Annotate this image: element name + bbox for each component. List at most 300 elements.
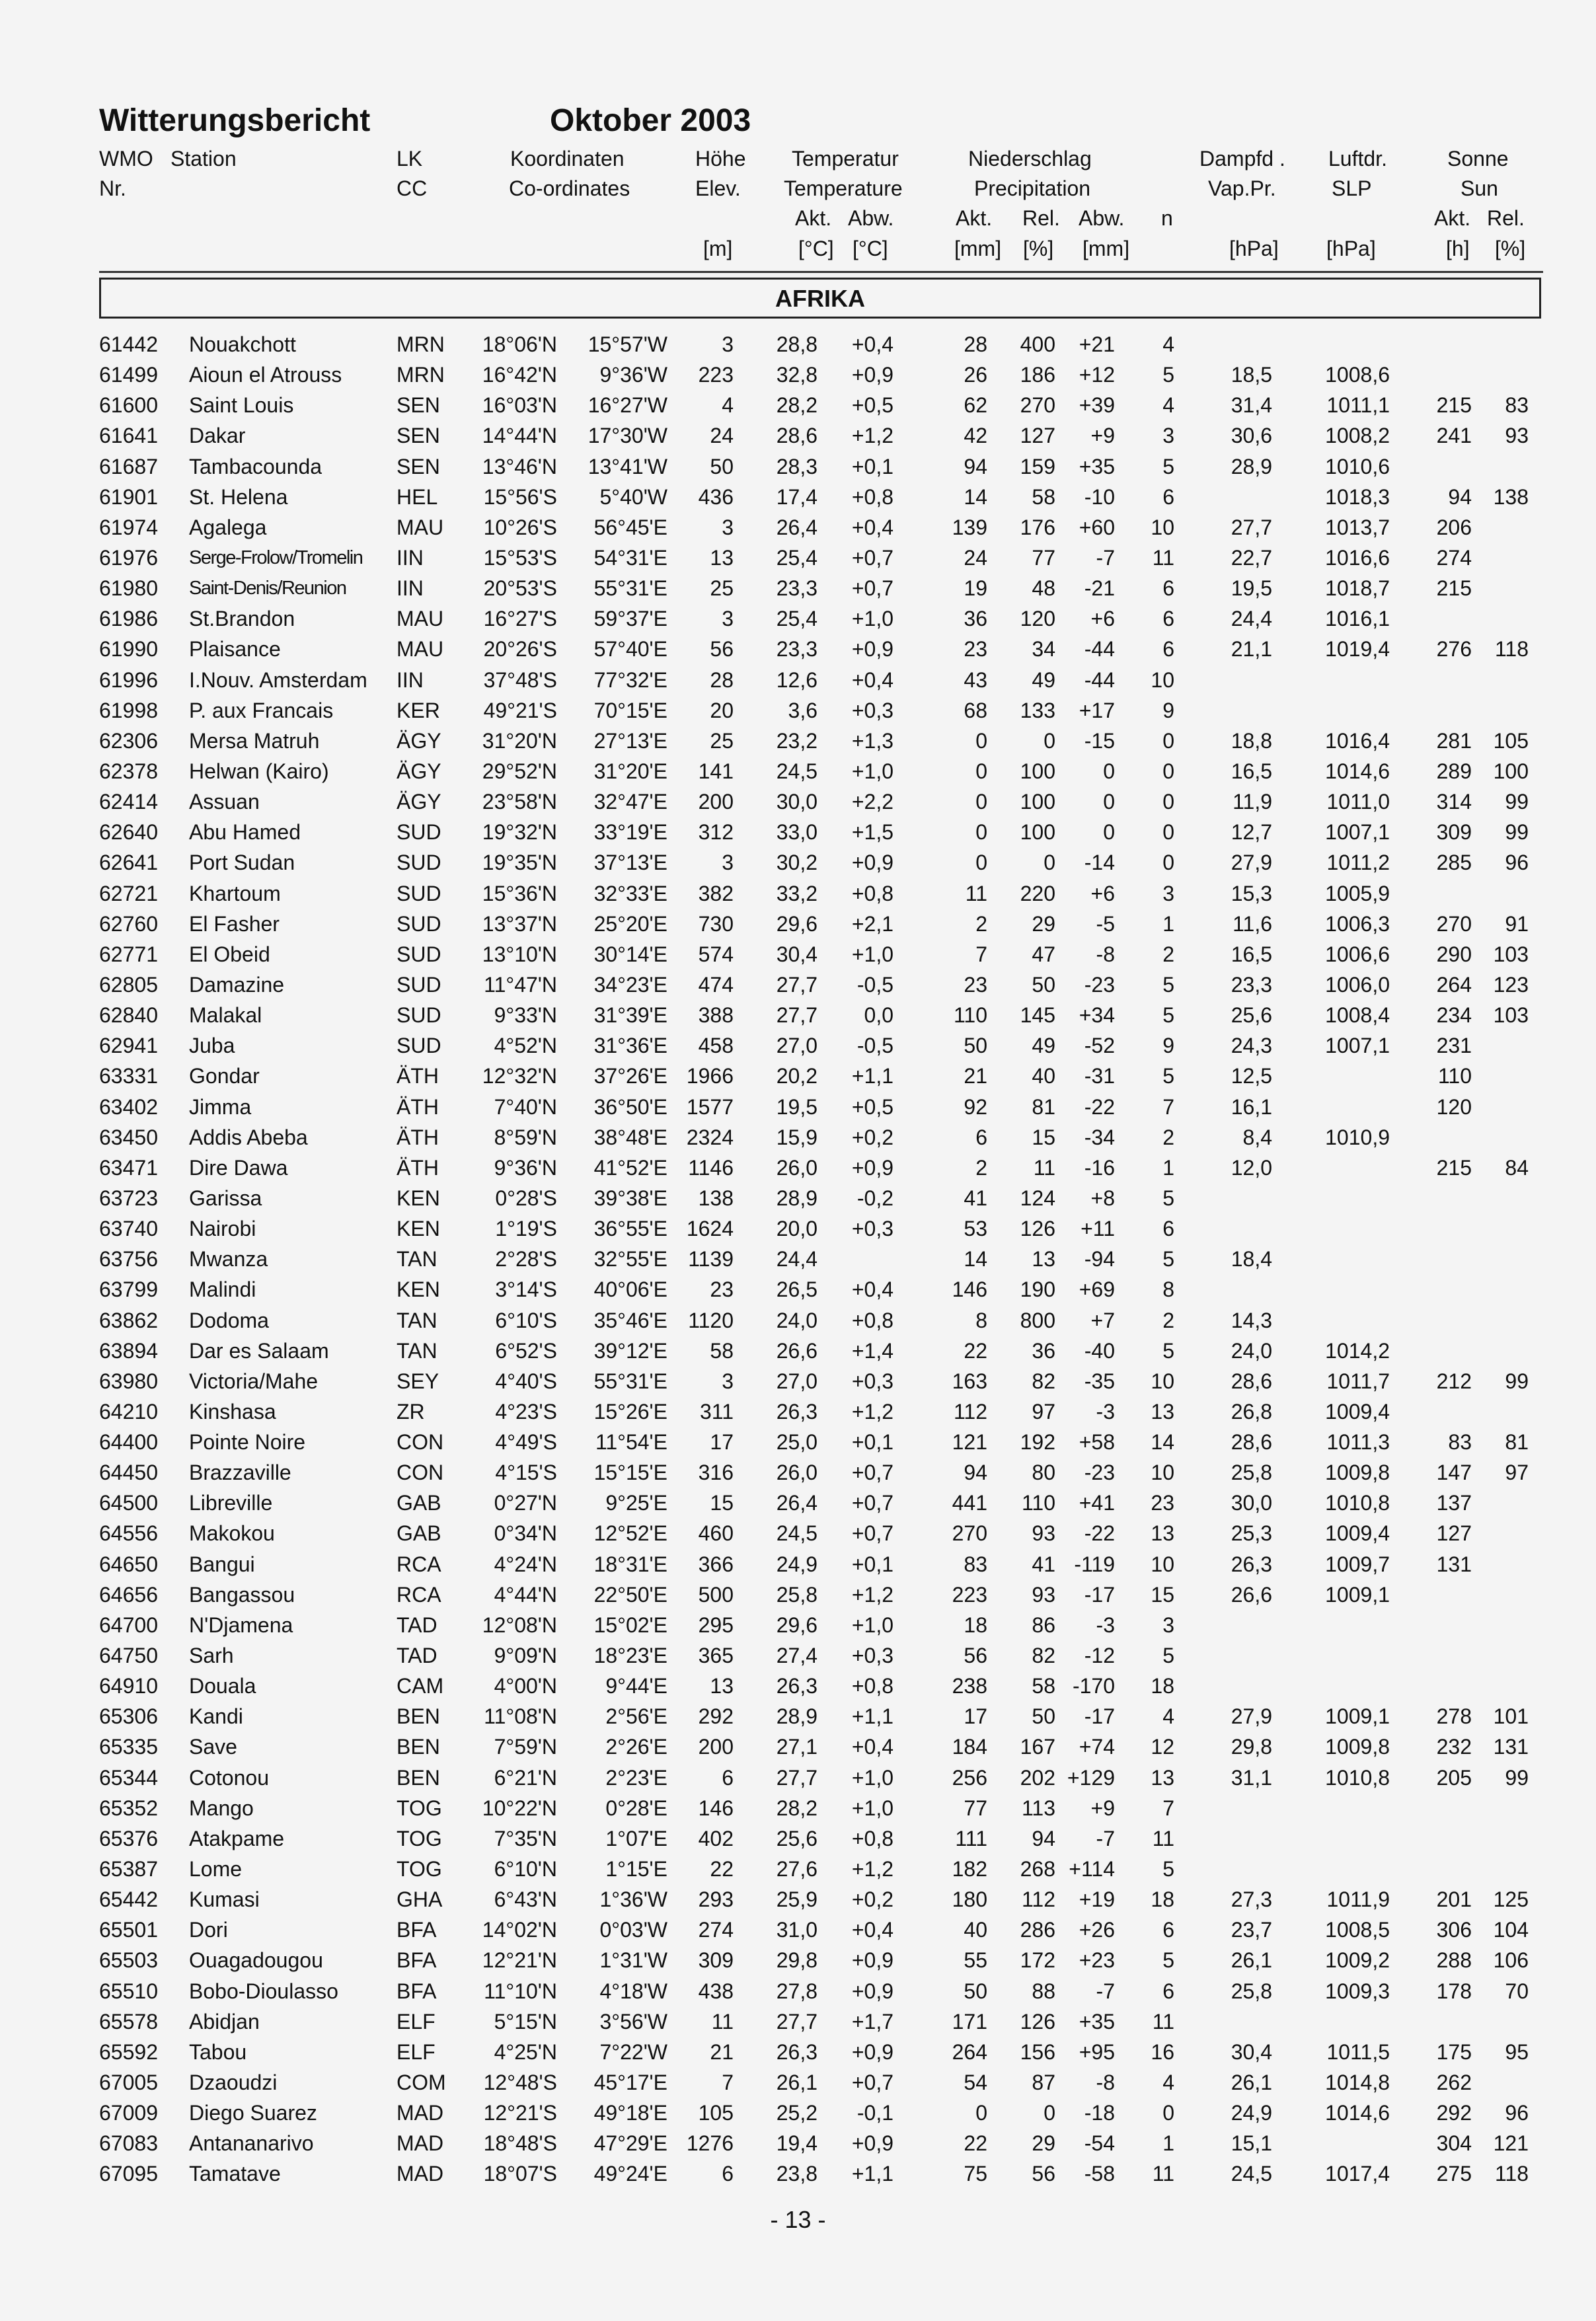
wmo-number: 63756 [99,1247,158,1272]
temperature-anomaly: +0,3 [851,1644,893,1668]
sunshine-hours: 309 [1436,820,1472,845]
header-divider [99,271,1543,273]
temperature-anomaly: +0,4 [851,332,893,356]
precipitation: 146 [952,1277,987,1302]
table-row [0,847,1596,878]
sea-level-pressure: 1008,2 [1325,424,1390,448]
station-name: St. Helena [189,484,288,509]
station-name: Juba [189,1034,235,1058]
temperature-anomaly: +0,3 [851,1217,893,1241]
hdr-nr: Nr. [99,176,126,200]
country-code: GAB [397,1521,441,1546]
precipitation-relative: 190 [1020,1277,1055,1302]
wmo-number: 62640 [99,820,158,845]
precipitation-relative: 29 [1032,2131,1055,2156]
table-row [0,1488,1596,1518]
sunshine-hours: 264 [1436,972,1472,997]
table-row [0,1427,1596,1457]
rain-days: 6 [1162,1979,1174,2003]
table-row [0,726,1596,756]
hdr-temp-en: Temperature [784,176,903,200]
vapour-pressure: 31,4 [1231,393,1272,418]
precipitation: 94 [964,454,987,478]
rain-days: 1 [1162,2131,1174,2156]
temperature-anomaly: +0,8 [851,484,893,509]
table-row [0,482,1596,512]
wmo-number: 61600 [99,393,158,418]
precipitation-relative: 86 [1032,1613,1055,1637]
station-name: N'Djamena [189,1613,293,1637]
precipitation-relative: 186 [1020,363,1055,387]
station-name: Mwanza [189,1247,268,1272]
country-code: TOG [397,1796,442,1820]
precipitation-anomaly: -3 [1096,1613,1115,1637]
wmo-number: 62721 [99,881,158,905]
country-code: MAU [397,607,444,631]
precipitation: 0 [975,790,987,814]
temperature: 28,9 [776,1186,817,1210]
rain-days: 0 [1162,759,1174,783]
precipitation-relative: 110 [1021,1491,1055,1515]
wmo-number: 63980 [99,1369,158,1393]
rain-days: 9 [1162,698,1174,722]
hdr-temp: Temperatur [792,147,899,171]
latitude: 11°08'N [484,1704,557,1729]
sunshine-hours: 215 [1436,1155,1472,1180]
precipitation-anomaly: -34 [1084,1125,1115,1149]
country-code: MAD [397,2131,444,2156]
rain-days: 5 [1162,363,1174,387]
sunshine-relative: 104 [1493,1918,1529,1942]
rain-days: 4 [1162,332,1174,356]
wmo-number: 64400 [99,1430,158,1455]
precipitation-relative: 127 [1020,424,1055,448]
latitude: 12°32'N [482,1064,557,1088]
vapour-pressure: 23,3 [1231,972,1272,997]
precipitation-anomaly: +19 [1079,1887,1115,1912]
longitude: 11°54'E [595,1430,667,1455]
sunshine-hours: 127 [1436,1521,1472,1546]
hdr-lk: LK [397,147,423,171]
vapour-pressure: 16,5 [1231,759,1272,783]
elevation: 2324 [686,1125,734,1149]
longitude: 0°03'W [599,1918,667,1942]
longitude: 36°50'E [593,1094,667,1119]
precipitation-relative: 133 [1020,698,1055,722]
table-row [0,939,1596,970]
precipitation-relative: 270 [1020,393,1055,418]
precipitation-relative: 50 [1032,1704,1055,1729]
longitude: 12°52'E [593,1521,667,1546]
elevation: 25 [710,728,734,753]
latitude: 4°49'S [495,1430,557,1455]
precipitation-anomaly: +95 [1079,2039,1115,2064]
wmo-number: 63740 [99,1217,158,1241]
country-code: BFA [397,1918,437,1942]
precipitation-relative: 120 [1020,607,1055,631]
rain-days: 16 [1151,2039,1174,2064]
longitude: 36°55'E [593,1217,667,1241]
sunshine-hours: 201 [1436,1887,1472,1912]
elevation: 7 [722,2071,734,2095]
table-row [0,1122,1596,1153]
precipitation: 180 [952,1887,987,1912]
rain-days: 10 [1151,1552,1174,1576]
temperature: 24,5 [776,759,817,783]
precipitation-relative: 0 [1044,851,1055,875]
sunshine-hours: 215 [1436,393,1472,418]
longitude: 0°28'E [605,1796,667,1820]
country-code: SUD [397,851,441,875]
vapour-pressure: 26,1 [1231,2071,1272,2095]
title-month: Oktober 2003 [550,103,751,138]
precipitation: 62 [964,393,987,418]
elevation: 402 [698,1826,734,1850]
temperature: 30,0 [776,790,817,814]
station-name: Gondar [189,1064,260,1088]
elevation: 146 [698,1796,734,1820]
temperature: 23,3 [776,576,817,601]
vapour-pressure: 24,4 [1231,607,1272,631]
precipitation-anomaly: +9 [1090,424,1115,448]
vapour-pressure: 25,6 [1231,1003,1272,1028]
elevation: 200 [698,1735,734,1759]
precipitation-anomaly: -31 [1084,1064,1115,1088]
sunshine-hours: 231 [1436,1034,1472,1058]
wmo-number: 65387 [99,1857,158,1882]
hdr-unit-s: [h] [1446,237,1470,260]
temperature-anomaly: +0,9 [851,1948,893,1973]
country-code: ÄGY [397,728,441,753]
vapour-pressure: 24,5 [1231,2162,1272,2186]
precipitation-anomaly: -44 [1084,637,1115,662]
elevation: 20 [710,698,734,722]
sunshine-hours: 147 [1436,1461,1472,1485]
hdr-slp-en: SLP [1332,176,1372,200]
sea-level-pressure: 1014,2 [1325,1338,1390,1363]
longitude: 9°36'W [599,363,667,387]
vapour-pressure: 12,5 [1231,1064,1272,1088]
precipitation-anomaly: +114 [1069,1857,1115,1882]
precipitation-anomaly: -7 [1096,545,1115,570]
rain-days: 6 [1162,637,1174,662]
precipitation-relative: 126 [1020,2009,1055,2034]
sunshine-hours: 276 [1436,637,1472,662]
temperature-anomaly: +0,1 [851,1552,893,1576]
table-row [0,1030,1596,1061]
rain-days: 11 [1152,2009,1174,2034]
table-row [0,1183,1596,1213]
country-code: SUD [397,1003,441,1028]
sea-level-pressure: 1011,1 [1326,393,1390,418]
precipitation-relative: 220 [1020,881,1055,905]
precipitation: 6 [975,1125,987,1149]
elevation: 6 [722,2162,734,2186]
station-name: Atakpame [189,1826,285,1850]
sunshine-relative: 101 [1493,1704,1529,1729]
station-name: Kandi [189,1704,243,1729]
temperature-anomaly: +1,2 [851,1399,893,1424]
rain-days: 5 [1162,1948,1174,1973]
station-name: Aioun el Atrouss [189,363,342,387]
sunshine-hours: 206 [1436,515,1472,539]
sea-level-pressure: 1007,1 [1325,1034,1390,1058]
table-row [0,1671,1596,1701]
sea-level-pressure: 1009,4 [1325,1399,1390,1424]
vapour-pressure: 30,4 [1231,2039,1272,2064]
precipitation-relative: 0 [1044,728,1055,753]
sunshine-relative: 103 [1493,942,1529,966]
latitude: 16°42'N [482,363,557,387]
vapour-pressure: 31,1 [1231,1765,1272,1790]
wmo-number: 67005 [99,2071,158,2095]
latitude: 29°52'N [482,759,557,783]
sea-level-pressure: 1009,3 [1325,1979,1390,2003]
sea-level-pressure: 1008,5 [1325,1918,1390,1942]
precipitation-anomaly: -94 [1084,1247,1115,1272]
country-code: SUD [397,820,441,845]
table-row [0,1579,1596,1610]
longitude: 2°26'E [605,1735,667,1759]
rain-days: 7 [1162,1796,1174,1820]
sunshine-relative: 83 [1505,393,1529,418]
wmo-number: 62306 [99,728,158,753]
precipitation: 94 [964,1461,987,1485]
temperature-anomaly: +0,5 [851,393,893,418]
longitude: 22°50'E [593,1582,667,1607]
temperature-anomaly: +0,1 [851,1430,893,1455]
station-name: Antananarivo [189,2131,314,2156]
country-code: KEN [397,1277,440,1302]
precipitation-relative: 100 [1020,759,1055,783]
precipitation-anomaly: -170 [1072,1674,1115,1698]
latitude: 0°34'N [494,1521,557,1546]
latitude: 20°53'S [483,576,557,601]
wmo-number: 61974 [99,515,158,539]
wmo-number: 61901 [99,484,158,509]
elevation: 1624 [686,1217,734,1241]
temperature: 27,6 [776,1857,817,1882]
sea-level-pressure: 1011,5 [1326,2039,1390,2064]
elevation: 316 [698,1461,734,1485]
precipitation-relative: 50 [1032,972,1055,997]
rain-days: 14 [1151,1430,1174,1455]
precipitation: 111 [955,1826,987,1850]
elevation: 309 [698,1948,734,1973]
country-code: TAD [397,1644,437,1668]
station-name: Dakar [189,424,246,448]
country-code: CON [397,1430,444,1455]
precipitation-relative: 47 [1032,942,1055,966]
elevation: 382 [698,881,734,905]
precipitation: 0 [975,2101,987,2125]
rain-days: 11 [1152,1826,1174,1850]
vapour-pressure: 28,9 [1231,454,1272,478]
rain-days: 10 [1151,1461,1174,1485]
latitude: 15°56'S [483,484,557,509]
precipitation-relative: 156 [1020,2039,1055,2064]
temperature: 26,4 [776,515,817,539]
elevation: 3 [722,332,734,356]
temperature-anomaly: +0,7 [851,576,893,601]
precipitation-anomaly: -17 [1084,1582,1115,1607]
station-name: Kumasi [189,1887,260,1912]
rain-days: 3 [1162,424,1174,448]
country-code: KEN [397,1186,440,1210]
precipitation: 23 [964,637,987,662]
wmo-number: 65335 [99,1735,158,1759]
longitude: 49°18'E [593,2101,667,2125]
country-code: TOG [397,1826,442,1850]
station-name: Abu Hamed [189,820,301,845]
station-name: Bobo-Dioulasso [189,1979,338,2003]
hdr-t-akt: Akt. [795,206,832,230]
table-row [0,665,1596,695]
sunshine-hours: 281 [1436,728,1472,753]
sunshine-hours: 131 [1436,1552,1472,1576]
temperature-anomaly: +0,7 [851,1491,893,1515]
wmo-number: 63450 [99,1125,158,1149]
table-row [0,1244,1596,1274]
vapour-pressure: 14,3 [1231,1308,1272,1332]
station-name: Serge-Frolow/Tromelin [189,547,363,568]
wmo-number: 63862 [99,1308,158,1332]
country-code: ÄTH [397,1125,439,1149]
precipitation: 238 [952,1674,987,1698]
sunshine-relative: 123 [1493,972,1529,997]
country-code: BEN [397,1765,440,1790]
temperature: 28,3 [776,454,817,478]
precipitation-anomaly: -119 [1074,1552,1115,1576]
vapour-pressure: 27,7 [1231,515,1272,539]
latitude: 4°24'N [494,1552,557,1576]
rain-days: 5 [1162,1003,1174,1028]
wmo-number: 65306 [99,1704,158,1729]
temperature: 26,3 [776,1399,817,1424]
rain-days: 1 [1162,911,1174,936]
precipitation: 43 [964,667,987,692]
latitude: 16°27'S [483,607,557,631]
vapour-pressure: 27,9 [1231,851,1272,875]
latitude: 18°07'S [483,2162,557,2186]
precipitation-relative: 56 [1032,2162,1055,2186]
rain-days: 15 [1151,1582,1174,1607]
temperature-anomaly: +1,2 [851,1582,893,1607]
vapour-pressure: 21,1 [1231,637,1272,662]
elevation: 13 [710,545,734,570]
elevation: 366 [698,1552,734,1576]
rain-days: 4 [1162,1704,1174,1729]
precipitation: 0 [975,728,987,753]
station-name: Saint-Denis/Reunion [189,578,346,599]
rain-days: 0 [1162,728,1174,753]
temperature-anomaly: +1,4 [851,1338,893,1363]
table-row [0,1061,1596,1091]
table-row [0,695,1596,726]
table-row [0,970,1596,1000]
rain-days: 13 [1151,1399,1174,1424]
country-code: SUD [397,972,441,997]
temperature: 27,7 [776,972,817,997]
longitude: 56°45'E [593,515,667,539]
table-row [0,1976,1596,2006]
elevation: 1577 [686,1094,734,1119]
sunshine-relative: 84 [1505,1155,1529,1180]
table-row [0,1092,1596,1122]
temperature-anomaly: +0,9 [851,2131,893,2156]
precipitation-anomaly: -7 [1096,1826,1115,1850]
table-row [0,2158,1596,2189]
precipitation-relative: 113 [1021,1796,1055,1820]
precipitation-relative: 202 [1020,1765,1055,1790]
table-row [0,1336,1596,1366]
temperature-anomaly: +0,7 [851,2071,893,2095]
longitude: 31°20'E [593,759,667,783]
country-code: SUD [397,1034,441,1058]
wmo-number: 63471 [99,1155,158,1180]
elevation: 50 [710,454,734,478]
table-row [0,512,1596,543]
table-row [0,329,1596,360]
table-row [0,1823,1596,1854]
elevation: 13 [710,1674,734,1698]
elevation: 292 [698,1704,734,1729]
precipitation-anomaly: -16 [1084,1155,1115,1180]
station-name: St.Brandon [189,607,295,631]
vapour-pressure: 16,1 [1231,1094,1272,1119]
temperature: 12,6 [776,667,817,692]
longitude: 31°36'E [593,1034,667,1058]
sea-level-pressure: 1006,6 [1325,942,1390,966]
country-code: BEN [397,1704,440,1729]
precipitation-anomaly: +129 [1067,1765,1115,1790]
precipitation-relative: 82 [1032,1644,1055,1668]
rain-days: 5 [1162,454,1174,478]
rain-days: 11 [1152,2162,1174,2186]
sunshine-relative: 95 [1505,2039,1529,2064]
temperature-anomaly: +0,4 [851,1277,893,1302]
precipitation-relative: 167 [1020,1735,1055,1759]
sunshine-hours: 270 [1436,911,1472,936]
station-name: I.Nouv. Amsterdam [189,667,367,692]
precipitation: 264 [952,2039,987,2064]
station-name: Tabou [189,2039,247,2064]
rain-days: 8 [1162,1277,1174,1302]
wmo-number: 65592 [99,2039,158,2064]
vapour-pressure: 27,3 [1231,1887,1272,1912]
table-row [0,1701,1596,1731]
vapour-pressure: 26,8 [1231,1399,1272,1424]
longitude: 39°12'E [593,1338,667,1363]
sea-level-pressure: 1010,8 [1325,1765,1390,1790]
latitude: 4°00'N [494,1674,557,1698]
precipitation: 7 [975,942,987,966]
sunshine-hours: 212 [1436,1369,1472,1393]
temperature-anomaly: -0,2 [856,1186,893,1210]
latitude: 16°03'N [482,393,557,418]
precipitation: 50 [964,1979,987,2003]
precipitation-anomaly: 0 [1103,820,1115,845]
vapour-pressure: 28,6 [1231,1430,1272,1455]
table-row [0,1000,1596,1030]
latitude: 15°53'S [483,545,557,570]
longitude: 45°17'E [593,2071,667,2095]
sea-level-pressure: 1009,8 [1325,1735,1390,1759]
hdr-precip: Niederschlag [968,147,1092,171]
elevation: 22 [710,1857,734,1882]
precipitation-anomaly: -8 [1096,2071,1115,2095]
station-name: Dar es Salaam [189,1338,329,1363]
